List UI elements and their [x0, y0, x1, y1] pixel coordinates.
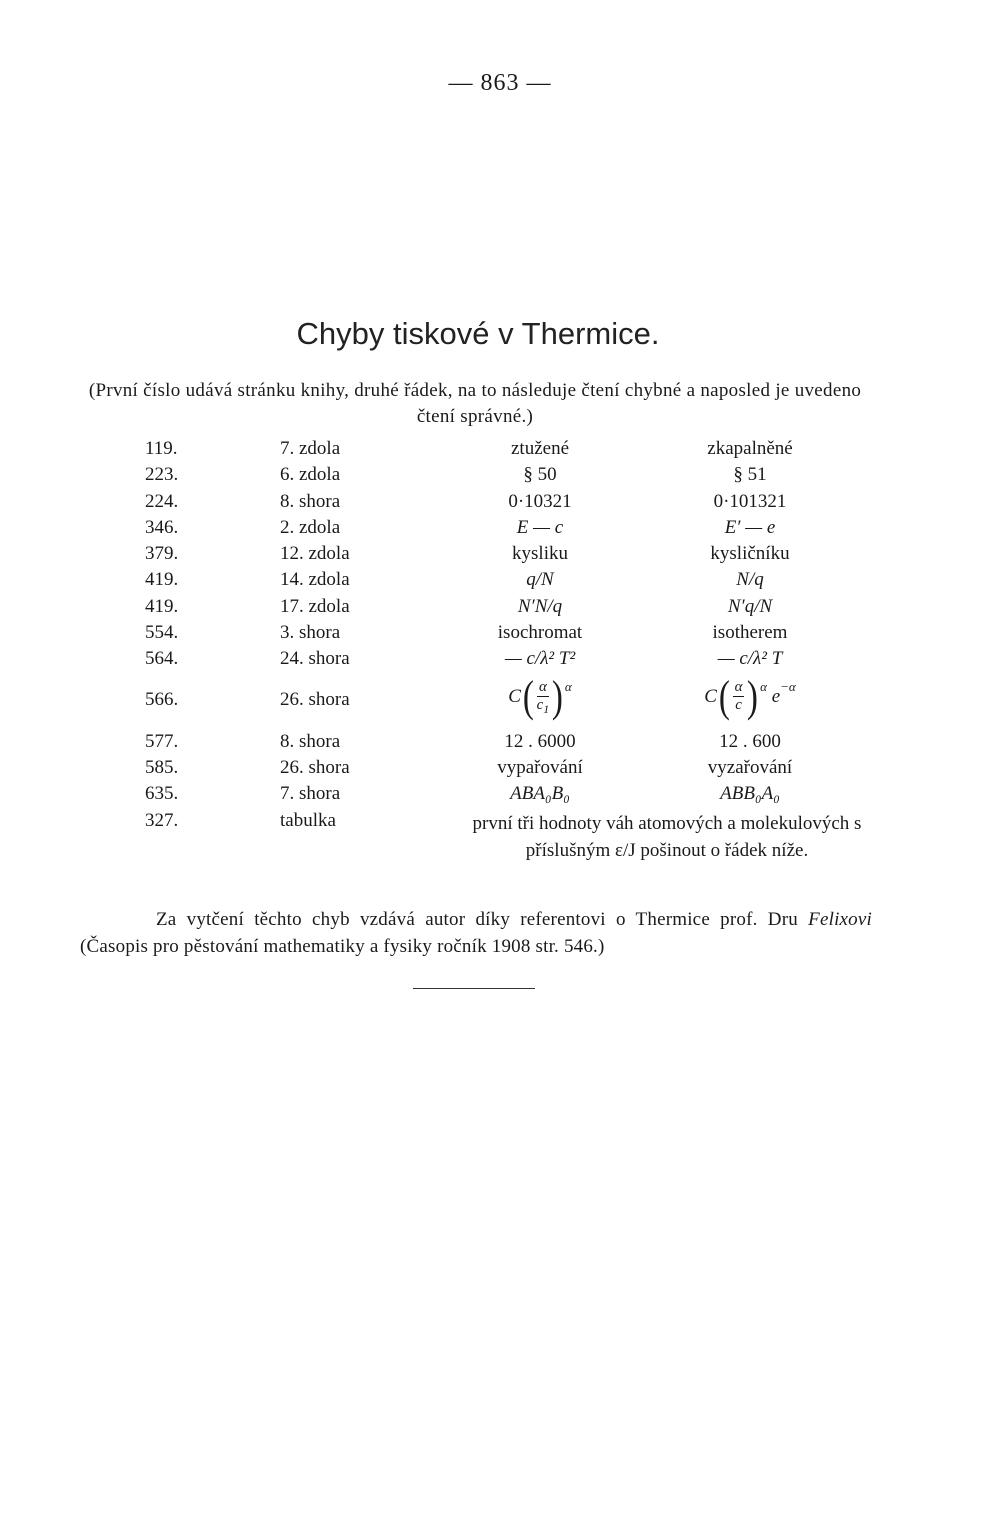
errata-correct-reading: N′q/N — [727, 595, 773, 617]
errata-wrong-reading: vypařování — [497, 756, 583, 778]
errata-line: 17. zdola — [280, 595, 350, 617]
errata-wrong-reading: § 50 — [523, 464, 557, 486]
errata-line: 12. zdola — [280, 543, 350, 565]
errata-row — [100, 757, 900, 783]
errata-row — [100, 783, 900, 809]
errata-row — [100, 648, 900, 674]
errata-correct-reading: isotherem — [712, 622, 788, 644]
acknowledgement-citation: (Časopis pro pěstování mathematiky a fysiky ročník 1908 str. 546.) — [80, 936, 605, 957]
errata-page: 635. — [145, 783, 179, 805]
errata-wrong-reading: q/N — [526, 569, 554, 591]
errata-wrong-reading: 0·10321 — [508, 490, 572, 512]
explanatory-note: (První číslo udává stránku knihy, druhé řádek, na to následuje čtení chybné a naposled je uvedeno čtení správné.) — [88, 380, 862, 427]
errata-wrong-reading: ztužené — [510, 438, 569, 459]
acknowledgement-text: Za vytčení těchto chyb vzdává autor díky referentovi o Thermice prof. Dru — [156, 909, 809, 930]
errata-wrong-reading: ABA₀B₀ — [510, 783, 570, 805]
formula-correct: C ( $\frac{\alpha}{c}$ ) α e −α — [704, 671, 796, 721]
errata-page: 419. — [145, 569, 179, 591]
errata-table — [100, 438, 900, 890]
errata-line: 8. shora — [280, 730, 341, 752]
errata-page: 224. — [145, 490, 179, 512]
errata-correct-reading: zkapalněné — [707, 438, 793, 459]
errata-row — [100, 731, 900, 757]
page-number: — 863 — — [448, 70, 552, 96]
errata-correct-reading: 0·101321 — [713, 490, 787, 512]
errata-line: 14. zdola — [280, 569, 350, 591]
errata-page: 566. — [145, 688, 179, 710]
errata-row — [100, 671, 900, 731]
errata-wrong-reading: kysliku — [512, 543, 568, 565]
errata-row — [100, 569, 900, 595]
errata-correction-text: první tři hodnoty váh atomových a molekulových s příslušným ε/J pošinout o řádek níže. — [472, 812, 862, 861]
errata-line: 2. zdola — [280, 516, 341, 538]
errata-line: 6. zdola — [280, 464, 341, 486]
errata-correct-reading: E′ — e — [724, 516, 776, 538]
errata-page: 419. — [145, 595, 179, 617]
formula-wrong: C ( $\frac{\alpha}{c_1}$ ) α — [508, 671, 572, 721]
errata-line: 26. shora — [280, 756, 350, 778]
errata-correct-reading: — c/λ² T — [717, 648, 783, 670]
errata-correct-reading: kysličníku — [710, 543, 790, 565]
errata-wrong-reading — [440, 671, 640, 721]
errata-row — [100, 438, 900, 464]
errata-page: 346. — [145, 516, 179, 538]
errata-page: 554. — [145, 622, 179, 644]
errata-line: 8. shora — [280, 490, 341, 512]
page-title: Chyby tiskové v Thermice. — [296, 316, 660, 351]
errata-wrong-reading: E — c — [516, 516, 564, 538]
errata-line: tabulka — [280, 809, 336, 831]
errata-line: 26. shora — [280, 688, 350, 710]
errata-page: 577. — [145, 730, 179, 752]
errata-line: 7. shora — [280, 783, 341, 805]
errata-page: 564. — [145, 648, 179, 670]
errata-page: 585. — [145, 756, 179, 778]
errata-correct-reading: § 51 — [733, 464, 767, 486]
errata-row — [100, 464, 900, 490]
errata-line: 24. shora — [280, 648, 350, 670]
errata-correct-reading: vyzařování — [707, 756, 793, 778]
acknowledgement-paragraph — [80, 906, 872, 960]
errata-line: 3. shora — [280, 622, 341, 644]
section-divider — [413, 988, 535, 989]
errata-page: 327. — [145, 809, 179, 831]
errata-row — [100, 810, 900, 890]
errata-wrong-reading: isochromat — [497, 622, 583, 644]
errata-correct-reading: N/q — [736, 569, 764, 591]
errata-correct-reading — [650, 671, 850, 721]
errata-row — [100, 491, 900, 517]
errata-row — [100, 517, 900, 543]
errata-row — [100, 596, 900, 622]
errata-wrong-reading: — c/λ² T² — [504, 648, 576, 670]
errata-page: 379. — [145, 543, 179, 565]
errata-row — [100, 543, 900, 569]
errata-correct-reading: ABB₀A₀ — [720, 783, 780, 805]
acknowledgement-name: Felixovi — [808, 909, 872, 930]
errata-page: 119. — [145, 438, 178, 459]
errata-line: 7. zdola — [280, 438, 341, 459]
errata-page: 223. — [145, 464, 179, 486]
errata-row — [100, 622, 900, 648]
errata-correct-reading: 12 . 600 — [719, 730, 781, 752]
errata-wrong-reading: N′N/q — [517, 595, 563, 617]
errata-wrong-reading: 12 . 6000 — [504, 730, 576, 752]
